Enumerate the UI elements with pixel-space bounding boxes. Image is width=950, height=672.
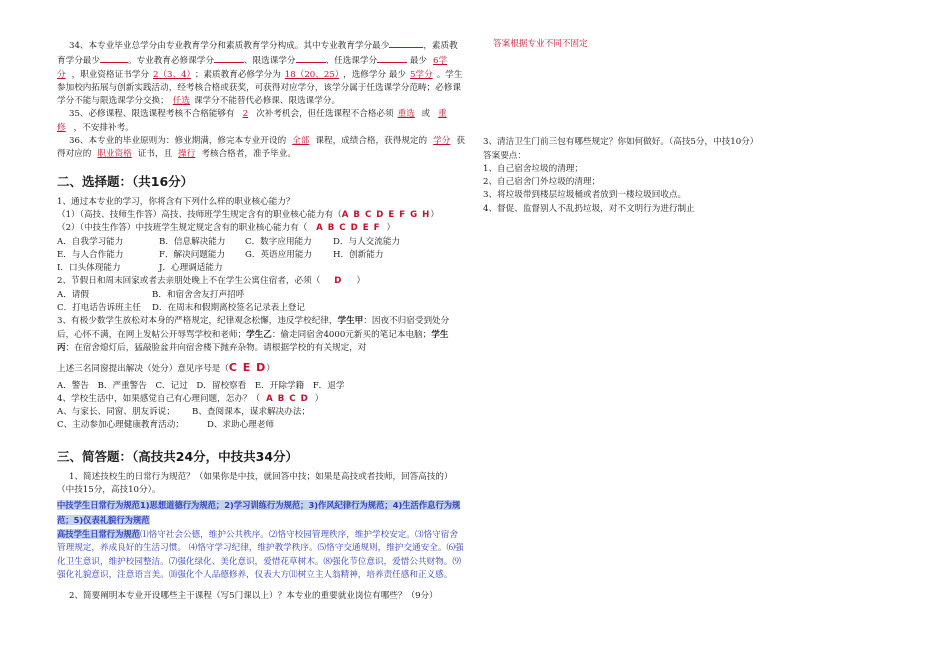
answer-credit-min: 6学分 bbox=[57, 56, 448, 80]
q34-text-9: ，选修学分 bbox=[343, 69, 387, 80]
option: E．与人合作能力 bbox=[57, 249, 124, 260]
s2-q3-end: ） bbox=[266, 364, 275, 375]
q34-text-8: ；素质教育必修学分为 bbox=[194, 69, 281, 80]
question-36 bbox=[57, 135, 465, 162]
answer-elective-type: 任选 bbox=[172, 96, 190, 107]
q34-text-12: 课学分不能替代必修课、限选课学分。 bbox=[193, 96, 341, 107]
option: A、与家长、同窗、朋友诉说； bbox=[57, 407, 175, 418]
option: D．与人交流能力 bbox=[333, 236, 401, 247]
answer-relearn: 重修 bbox=[57, 109, 447, 133]
q36-text-3: 获得对应的 bbox=[57, 136, 465, 160]
option: A．请假 bbox=[57, 289, 89, 300]
option: C、主动参加心理健康教育活动； bbox=[57, 420, 184, 431]
s2-q1-sub1-text: （1）（高技、技师生作答）高技、技师班学生规定含有的职业核心能力有（ bbox=[57, 209, 342, 220]
q34-text-1: 34、本专业毕业总学分由专业教育学分和素质教育学分构成。其中专业教育学分最少 bbox=[69, 41, 390, 51]
s3-q1-mid-answer bbox=[57, 499, 465, 528]
s2-q1-stem: 1、通过本专业的学习，你将含有下列什么样的职业核心能力？ bbox=[57, 196, 295, 207]
answer-cert-credits: 2（3、4） bbox=[152, 69, 191, 80]
s2-q2-stem bbox=[57, 275, 465, 288]
answer-point: 1、自己宿舍垃圾的清理； bbox=[483, 163, 583, 174]
s2-q4-stem bbox=[57, 393, 465, 406]
s2-q1-sub1 bbox=[57, 209, 465, 222]
option: G．英语应用能力 bbox=[245, 249, 313, 260]
s2-q3-stem-2 bbox=[57, 361, 465, 376]
s3-q1-stem: 1、简述技校生的日常行为规范？（如果你是中技，就回答中技；如果是高技或者技师，回答高技的）（中技15分，高技10分）。 bbox=[57, 471, 453, 496]
blank bbox=[100, 53, 128, 63]
s2-q2-text: 2、节假日和周末回家或者去亲朋处晚上不在学生公寓住宿者，必须（ bbox=[57, 276, 321, 287]
q34-text-10: 最少 bbox=[388, 69, 407, 80]
answer-points-label: 答案要点： bbox=[483, 150, 526, 161]
s2-q3-text-1: 3、有极少数学生放松对本身的严格规定，纪律观念松懈，违反学校纪律， bbox=[57, 316, 338, 327]
student-c-label: 学生丙 bbox=[57, 329, 449, 353]
s2-q1-sub2-end: ） bbox=[386, 223, 396, 234]
s2-q1-sub2-text: （2）（中技生作答）中技班学生规定规定含有的职业核心能力有（ bbox=[57, 223, 308, 234]
q36-text-4: 证书，且 bbox=[137, 149, 173, 160]
answer-all: 全部 bbox=[292, 136, 310, 147]
s2-q1-sub2 bbox=[57, 222, 465, 235]
s2-q1-sub2-answer: A B C D E F bbox=[316, 223, 381, 234]
q34-text-7: ，职业资格证书学分 bbox=[71, 69, 149, 80]
s2-q4-options-row1 bbox=[57, 406, 465, 419]
s2-q2-options-row2 bbox=[57, 302, 465, 315]
question-34 bbox=[57, 38, 465, 108]
answer-note: 答案根据专业不同不固定 bbox=[493, 39, 588, 49]
s2-q1-options-row3 bbox=[57, 262, 465, 275]
right-q3-stem: 3、清洁卫生门前三包有哪些规定？你如何做好。（高技5分，中技10分） bbox=[483, 137, 759, 148]
blank bbox=[377, 53, 407, 63]
answer-credits: 学分 bbox=[433, 136, 451, 147]
option: F．解决问题能力 bbox=[159, 249, 226, 260]
s2-q1-sub1-end: ） bbox=[430, 209, 439, 220]
s2-q3-text-4: ：在宿舍熄灯后，猛敲脸盆并向宿舍楼下抛弃杂物。请根据学校的有关规定，对 bbox=[65, 342, 367, 353]
q34-text-5: 、任选课学分 bbox=[325, 56, 378, 67]
q36-text-2: 课程，成绩合格，获得规定的 bbox=[315, 136, 428, 147]
answer-elective-credits: 5学分 bbox=[410, 69, 433, 80]
s2-q4-answer: A B C D bbox=[266, 393, 309, 404]
section-3-title: 三、简答题：（高技共24分，中技共34分） bbox=[57, 448, 299, 464]
q35-text-4: ，不安排补考。 bbox=[73, 122, 134, 133]
blank bbox=[214, 53, 244, 63]
answer-quality-credits: 18（20、25） bbox=[284, 69, 340, 80]
s2-q3-stem bbox=[57, 315, 465, 355]
s2-q3-answer: C E D bbox=[228, 361, 267, 375]
s2-q1-options-row2 bbox=[57, 249, 465, 262]
blank bbox=[296, 53, 326, 63]
q35-text-2: 次补考机会，但任选课程不合格必须 bbox=[256, 109, 394, 120]
answer-reselect: 重选 bbox=[397, 109, 415, 120]
q34-text-2: ，素质教育学分最少 bbox=[57, 41, 458, 67]
s2-q2-options-row1 bbox=[57, 289, 465, 302]
option: J．心理调适能力 bbox=[159, 263, 223, 274]
student-a-label: 学生甲 bbox=[337, 316, 364, 327]
answer-conduct: 操行 bbox=[178, 149, 196, 160]
s2-q4-end: ） bbox=[314, 393, 324, 404]
option: H．创新能力 bbox=[333, 249, 384, 260]
q34-text-3: 。专业教育必修课学分 bbox=[127, 56, 214, 67]
s2-q4-options-row2 bbox=[57, 419, 465, 432]
option: D、求助心理老师 bbox=[207, 420, 275, 431]
q34-text-6: 最少 bbox=[409, 56, 428, 67]
left-column bbox=[57, 0, 465, 603]
s2-q1-sub1-answer: A B C D E F G H bbox=[341, 209, 431, 220]
section-2-title: 二、选择题：（共16分） bbox=[57, 173, 194, 189]
mid-tech-text: 1)思想道德行为规范；2)学习训练行为规范；3)作风纪律行为规范；4)生活作息行为规范；5)仪表礼貌行为规范 bbox=[57, 500, 461, 525]
student-b-label: 学生乙 bbox=[246, 329, 272, 340]
s3-q1-high-answer bbox=[57, 528, 465, 582]
answer-retake-count: 2 bbox=[242, 109, 249, 120]
q34-text-11: 。学生参加校内拓展与创新实践活动，经考核合格或获奖，可获得对应学分，该学分属于任选课学分范畴；必修课学分不能与限选课学分交换； bbox=[57, 69, 463, 107]
option: A．自我学习能力 bbox=[57, 236, 124, 247]
s2-q3-text-3: ：偷走同宿舍4000元新买的笔记本电脑； bbox=[271, 329, 432, 340]
s2-q1-options-row1 bbox=[57, 236, 465, 249]
s3-q2-stem: 2、简要阐明本专业开设哪些主干课程（写5门课以上）？本专业的重要就业岗位有哪些？（9分） bbox=[69, 591, 438, 602]
s2-q3-text-5: 上述三名同窗提出解决（处分）意见序号是（ bbox=[57, 364, 229, 375]
q35-text-3: 或 bbox=[421, 109, 431, 120]
answer-point: 4、督促、监督别人不乱扔垃圾，对不文明行为进行制止 bbox=[483, 203, 695, 214]
option: D．在周末和假期离校签名记录表上登记 bbox=[152, 303, 305, 314]
option: B、查阅课本，谋求解决办法； bbox=[192, 407, 311, 418]
s2-q4-text: 4、学校生活中，如果感觉自己有心理问题，怎办？（ bbox=[57, 393, 261, 404]
q36-text-1: 36、本专业的毕业原则为：修业期满，修完本专业开设的 bbox=[69, 136, 287, 147]
s2-q2-end: ） bbox=[356, 276, 366, 287]
high-tech-text: ⑴恪守社会公德，维护公共秩序。⑵恪守校园管理秩序，维护学校安定。⑶恪守宿舍管理规定，养成良好的生活习惯。 ⑷恪守学习纪律，维护教学秩序。⑸恪守交通规则，维护交通安全。⑹强化卫生意识，维护校园整洁。⑺强化绿化、美化意识，爱惜花草树木。⑻强化节位意识，爱惜公共财物。⑼强化礼貌意识，注意语言美。⑽强化个人品德修养，仪表大方⑾树立主人翁精神，培养责任感和正义感。 bbox=[57, 529, 464, 580]
mid-tech-label: 中技学生日常行为规范 bbox=[57, 500, 140, 511]
s2-q3-text-2: ：因夜不归宿受到处分后，心怀不满，在网上发帖公开辱骂学校和老师； bbox=[57, 316, 450, 340]
high-tech-label: 高技学生日常行为规范 bbox=[57, 528, 140, 539]
s2-q3-options: A．警告 B．严重警告 C．记过 D．留校察看 E．开除学籍 F．退学 bbox=[57, 380, 345, 391]
answer-point: 3、将垃圾带到楼层垃圾桶或者放到一楼垃圾回收点。 bbox=[483, 190, 687, 201]
answer-point: 2、自己宿舍门外垃圾的清理； bbox=[483, 177, 601, 188]
option: I．口头体现能力 bbox=[57, 263, 121, 274]
q35-text-1: 35、必修课程、限选课程考核不合格能够有 bbox=[69, 109, 235, 120]
q34-text-4: 、限选课学分 bbox=[243, 56, 296, 67]
s2-q2-answer: D bbox=[334, 276, 343, 287]
q36-text-5: 考核合格者，准予毕业。 bbox=[201, 149, 296, 160]
answer-qualification: 职业资格 bbox=[97, 149, 132, 160]
option: B．信息解决能力 bbox=[159, 236, 226, 247]
question-35 bbox=[57, 108, 465, 135]
blank bbox=[389, 38, 423, 48]
right-column bbox=[483, 0, 893, 216]
option: C．打电话告诉班主任 bbox=[57, 303, 141, 314]
option: B．和宿舍舍友打声招呼 bbox=[152, 289, 245, 300]
option: C．数字应用能力 bbox=[245, 236, 312, 247]
